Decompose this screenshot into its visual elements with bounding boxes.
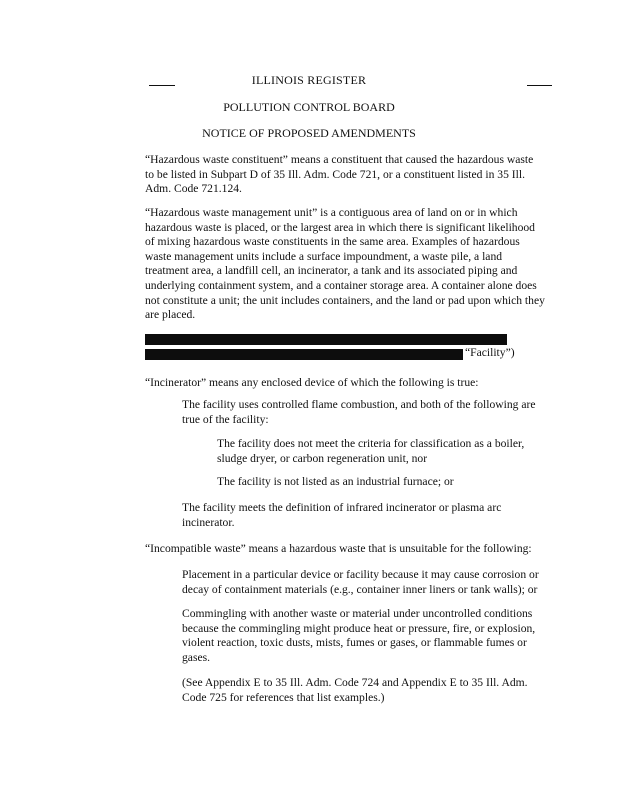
header-rule-right (527, 85, 552, 86)
redaction-bar (145, 349, 463, 360)
incinerator-criterion-1-a: The facility does not meet the criteria for classification as a boiler, sludge dryer, or carbon regeneration unit, nor (217, 437, 525, 465)
redaction-bar (145, 334, 507, 345)
definition-incinerator: “Incinerator” means any enclosed device of which the following is true: (145, 376, 479, 389)
definition-incompatible-waste: “Incompatible waste” means a hazardous waste that is unsuitable for the following: (145, 542, 532, 555)
notice-title: NOTICE OF PROPOSED AMENDMENTS (202, 126, 416, 140)
incompatible-criterion-1: Placement in a particular device or facility because it may cause corrosion or decay of containment materials (e.g., container inner liners or tank walls); or (182, 568, 539, 596)
register-title: ILLINOIS REGISTER (251, 73, 367, 87)
register-header (0, 73, 618, 89)
redacted-paragraph-tail: “Facility”) (465, 346, 515, 359)
definition-hazardous-waste-management-unit: “Hazardous waste management unit” is a contiguous area of land on or in which hazardous waste is placed, or the largest area in which there is significant likelihood of mixing hazardous waste constituents in the same area. Examples of hazardous waste management units include a surface impoundment, a waste pile, a land treatment area, a landfill cell, an incinerator, a tank and its associated piping and underlying containment system, and a container storage area. A container alone does not constitute a unit; the unit includes containers, and the land or pad upon which they are placed. (145, 206, 545, 322)
board-title: POLLUTION CONTROL BOARD (223, 100, 395, 114)
incinerator-criterion-2: The facility meets the definition of infrared incinerator or plasma arc incinerator. (182, 501, 502, 529)
definition-hazardous-waste-constituent: “Hazardous waste constituent” means a constituent that caused the hazardous waste to be listed in Subpart D of 35 Ill. Adm. Code 721, or a constituent listed in 35 Ill. Adm. Code 721.124. (145, 153, 534, 196)
incinerator-criterion-1-b: The facility is not listed as an industrial furnace; or (217, 475, 454, 488)
incinerator-criterion-1: The facility uses controlled flame combustion, and both of the following are true of the facility: (182, 398, 536, 426)
incompatible-criterion-2: Commingling with another waste or material under uncontrolled conditions because the commingling might produce heat or pressure, fire, or explosion, violent reaction, toxic dusts, mists, fumes or gases, or flammable fumes or gases. (182, 607, 536, 664)
incompatible-reference-note: (See Appendix E to 35 Ill. Adm. Code 724 and Appendix E to 35 Ill. Adm. Code 725 for references that list examples.) (182, 676, 528, 704)
